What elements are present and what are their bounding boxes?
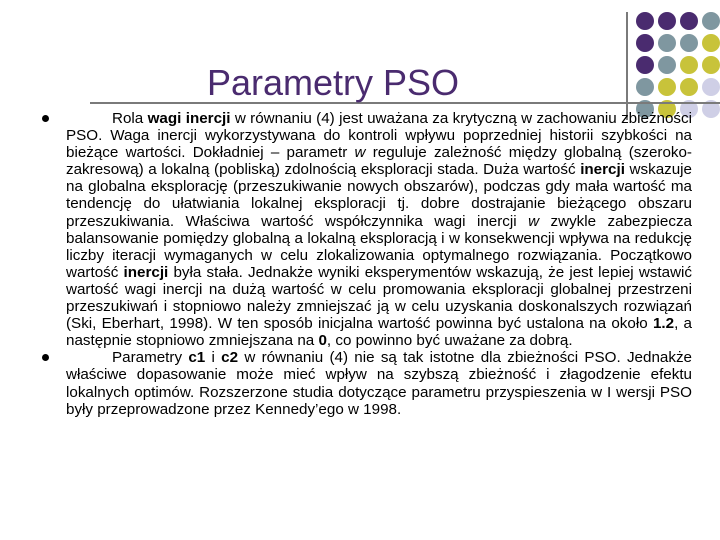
decorative-dot — [680, 56, 698, 74]
p2-text: i — [205, 349, 222, 367]
p2-bold: c1 — [188, 349, 206, 367]
decorative-dot — [680, 78, 698, 96]
p1-text: w równaniu (4) jest uważana za krytyczną w zachowaniu zbieżności PSO. Waga inercji wykorzystywana do kontroli wpływu poprzedniej historii szybkości na bieżące wartości. Dokładniej – parametr — [66, 110, 692, 162]
p1-text: reguluje zależność między globalną (szeroko-zakresową) a lokalną (pobliską) zdolnością eksploracji stada. Duża wartość — [66, 144, 692, 179]
p1-italic: w — [354, 144, 366, 162]
p1-text: zwykle zabezpiecza balansowanie pomiędzy globalną a lokalną eksploracją i w konsekwencji wpływa na redukcję liczby iteracji wymaganych w celu zlokalizowania optymalnego rozwiązania. Początkowo wartość — [66, 212, 692, 281]
p1-text: była stała. Jednakże wyniki eksperymentów wskazują, że jest lepiej wstawić wartość wagi inercji na dużą wartość w celu promowania eksploracji globalnej przestrzeni przeszukiwań i stopniowo należy zmniejszać ją w celu uzyskania doskonalszych rozwiązań (Ski, Eberhart, 1998). W ten sposób inicjalna wartość powinna być ustalona na około — [66, 263, 693, 333]
p2-text: Parametry — [112, 349, 189, 367]
decorative-dot — [702, 34, 720, 52]
p1-text: , a następnie stopniowo zmniejszana na — [66, 315, 693, 350]
p2-text: w równaniu (4) nie są tak istotne dla zbieżności PSO. Jednakże właściwe dopasowanie może mieć wpływ na szybszą zbieżność i złagodzenie efektu lokalnych optimów. Rozszerzone studia dotyczące parametru przyspieszenia w I wersji PSO były przeprowadzone przez Kennedy’ego w 1998. — [66, 349, 692, 418]
bullet-paragraph-acceleration — [42, 349, 692, 417]
decorative-dot — [658, 12, 676, 30]
decorative-dot — [680, 34, 698, 52]
decorative-dot — [702, 12, 720, 30]
decorative-dot — [658, 34, 676, 52]
decorative-dot — [636, 34, 654, 52]
p1-text: Rola — [112, 110, 148, 127]
p1-bold: inercji — [123, 263, 169, 281]
p1-bold: 1.2 — [652, 315, 675, 333]
p1-bold: 0 — [318, 332, 327, 350]
p1-bold: wagi inercji — [147, 110, 231, 127]
p1-text: wskazuje na globalna eksplorację (przeszukiwanie nowych obszarów), podczas gdy mała wartość ma tendencję do ułatwiania lokalnej eksploracji tj. dobre dostrajanie bieżącego obszaru przeszukiwania. Właściwa wartość współczynnika wagi inercji — [66, 161, 693, 230]
p2-bold: c2 — [221, 349, 239, 367]
slide-title: Parametry PSO — [206, 62, 460, 103]
p1-bold: inercji — [580, 161, 625, 179]
decorative-dot — [636, 12, 654, 30]
decorative-dot — [680, 12, 698, 30]
slide-body — [42, 110, 692, 418]
bullet-icon — [42, 115, 49, 122]
bullet-paragraph-inertia — [42, 110, 692, 349]
decorative-dot — [702, 78, 720, 96]
bullet-icon — [42, 354, 49, 361]
p1-italic: w — [528, 212, 540, 230]
decorative-dot — [702, 56, 720, 74]
p1-text: , co powinno być uważane za dobrą. — [326, 332, 573, 350]
